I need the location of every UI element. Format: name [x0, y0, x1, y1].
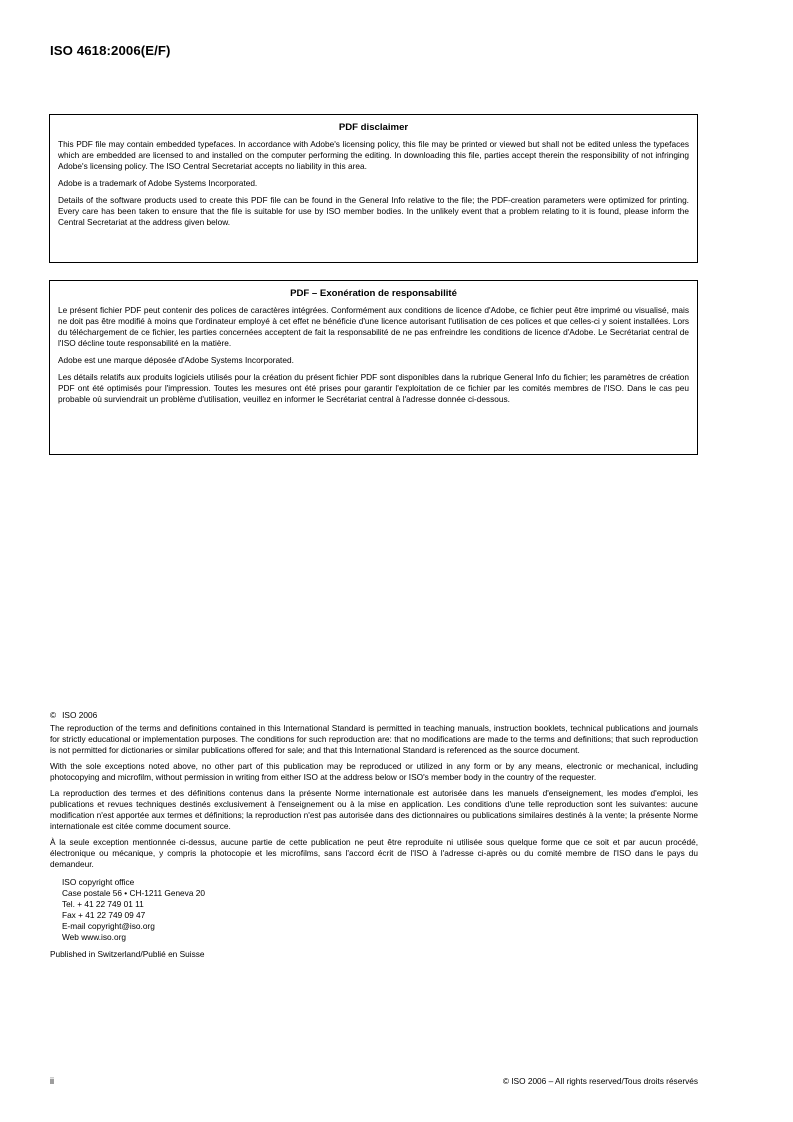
office-phone: Tel. + 41 22 749 01 11 — [62, 899, 144, 909]
copyright-paragraph: À la seule exception mentionnée ci-dessus, aucune partie de cette publication ne peut être reproduite ni utilisée sous quelque forme que ce soit et par aucun procédé, électronique ou mécanique, y compris la photocopie et les microfilms, sans l'accord écrit de l'ISO à l'adresse ci-après ou du comité membre de l'ISO dans le pays du demandeur. — [50, 837, 698, 869]
disclaimer-paragraph: Adobe is a trademark of Adobe Systems Incorporated. — [58, 178, 258, 188]
office-email[interactable]: E-mail copyright@iso.org — [62, 921, 155, 931]
copyright-symbol: © — [50, 710, 57, 720]
standard-id: ISO 4618:2006(E/F) — [50, 43, 171, 58]
office-line: Case postale 56 • CH-1211 Geneva 20 — [62, 888, 205, 898]
iso-office-address — [62, 877, 698, 943]
disclaimer-paragraph: This PDF file may contain embedded typefaces. In accordance with Adobe's licensing policy, this file may be printed or viewed but shall not be edited unless the typefaces which are embedded are licensed to and installed on the computer performing the editing. In downloading this file, parties accept therein the responsibility of not infringing Adobe's licensing policy. The ISO Central Secretariat accepts no liability in this area. — [58, 139, 689, 171]
copyright-section — [50, 710, 698, 965]
pdf-disclaimer-title: PDF disclaimer — [338, 122, 409, 133]
disclaimer-fr-paragraph: Adobe est une marque déposée d'Adobe Systems Incorporated. — [58, 355, 294, 365]
office-line: ISO copyright office — [62, 877, 135, 887]
page-number: ii — [50, 1076, 54, 1086]
copyright-paragraph: With the sole exceptions noted above, no other part of this publication may be reproduced or utilized in any form or by any means, electronic or mechanical, including photocopying and microfilm, without permission in writing from either ISO at the address below or ISO's member body in the country of the requester. — [50, 761, 698, 782]
pdf-disclaimer-fr-title: PDF – Exonération de responsabilité — [290, 288, 457, 299]
disclaimer-fr-paragraph: Le présent fichier PDF peut contenir des polices de caractères intégrées. Conformément aux conditions de licence d'Adobe, ce fichier peut être imprimé ou visualisé, mais ne doit pas être modifié à moins que l'ordinateur employé à cet effet ne bénéficie d'une licence autorisant l'utilisation de ces polices et que celles-ci y soient installées. Lors du téléchargement de ce fichier, les parties concernées acceptent de fait la responsabilité de ne pas enfreindre les conditions de licence d'Adobe. Le Secrétariat central de l'ISO décline toute responsabilité en la matière. — [58, 305, 689, 348]
disclaimer-paragraph: Details of the software products used to create this PDF file can be found in the General Info relative to the file; the PDF-creation parameters were optimized for printing. Every care has been taken to ensure that the file is suitable for use by ISO member bodies. In the unlikely event that a problem relating to it is found, please inform the Central Secretariat at the address given below. — [58, 195, 689, 227]
published-in: Published in Switzerland/Publié en Suisse — [50, 949, 205, 959]
copyright-line — [50, 710, 698, 721]
footer-rights: © ISO 2006 – All rights reserved/Tous droits réservés — [502, 1076, 698, 1086]
pdf-disclaimer-fr-box — [49, 280, 698, 455]
copyright-paragraph: The reproduction of the terms and definitions contained in this International Standard is permitted in teaching manuals, instruction booklets, technical publications and journals for strictly educational or implementation purposes. The conditions for such reproduction are: that no modifications are made to the terms and definitions; that such reproduction is not permitted for dictionaries or similar publications offered for sale; and that this International Standard is referenced as the source document. — [50, 723, 698, 755]
office-web[interactable]: Web www.iso.org — [62, 932, 126, 942]
disclaimer-fr-paragraph: Les détails relatifs aux produits logiciels utilisés pour la création du présent fichier PDF sont disponibles dans la rubrique General Info du fichier; les paramètres de création PDF ont été optimisés pour l'impression. Toutes les mesures ont été prises pour garantir l'exploitation de ce fichier par les comités membres de l'ISO. Dans le cas peu probable où surviendrait un problème d'utilisation, veuillez en informer le Secrétariat central à l'adresse donnée ci-dessous. — [58, 372, 689, 404]
office-fax: Fax + 41 22 749 09 47 — [62, 910, 146, 920]
pdf-disclaimer-box — [49, 114, 698, 263]
copyright-year: ISO 2006 — [62, 710, 98, 720]
copyright-paragraph: La reproduction des termes et des définitions contenus dans la présente Norme internationale est autorisée dans les manuels d'enseignement, les modes d'emploi, les publications et revues techniques destinés exclusivement à l'enseignement ou à la mise en application. Les conditions d'une telle reproduction sont les suivantes: aucune modification n'est apportée aux termes et définitions; la reproduction n'est pas autorisée dans des dictionnaires ou publications similaires destinés à la vente; la présente Norme internationale est citée comme document source. — [50, 788, 698, 831]
